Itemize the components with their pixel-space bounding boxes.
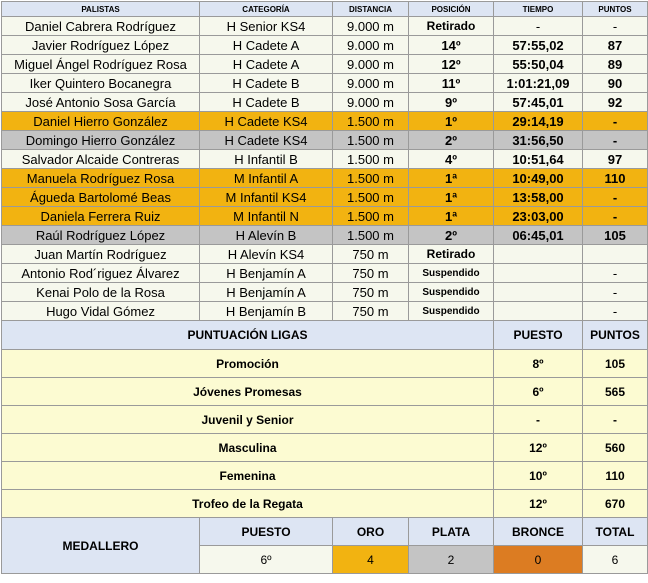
athlete-name: Daniela Ferrera Ruiz — [2, 207, 200, 226]
athlete-category: H Alevín KS4 — [200, 245, 333, 264]
athlete-distance: 1.500 m — [333, 150, 409, 169]
table-row — [2, 302, 648, 321]
athlete-distance: 9.000 m — [333, 17, 409, 36]
athlete-name: José Antonio Sosa García — [2, 93, 200, 112]
athlete-name: Miguel Ángel Rodríguez Rosa — [2, 55, 200, 74]
athlete-distance: 9.000 m — [333, 93, 409, 112]
athlete-points: 89 — [583, 55, 648, 74]
table-row — [2, 264, 648, 283]
league-name: Jóvenes Promesas — [2, 378, 494, 406]
medals-plata-value: 2 — [409, 546, 494, 574]
leagues-title: PUNTUACIÓN LIGAS — [2, 321, 494, 350]
league-name: Promoción — [2, 350, 494, 378]
athlete-position: Retirado — [409, 245, 494, 264]
medals-oro-header: ORO — [333, 518, 409, 546]
league-puesto: 6º — [494, 378, 583, 406]
results-table — [1, 1, 648, 574]
athlete-category: H Cadete KS4 — [200, 131, 333, 150]
athlete-points: - — [583, 302, 648, 321]
athlete-time — [494, 264, 583, 283]
athlete-time: 31:56,50 — [494, 131, 583, 150]
athlete-category: H Benjamín A — [200, 283, 333, 302]
table-row — [2, 283, 648, 302]
leagues-header-row — [2, 321, 648, 350]
league-puntos: 105 — [583, 350, 648, 378]
athlete-points: 90 — [583, 74, 648, 93]
leagues-puesto-header: PUESTO — [494, 321, 583, 350]
athlete-category: M Infantil KS4 — [200, 188, 333, 207]
athlete-name: Javier Rodríguez López — [2, 36, 200, 55]
athlete-time: 06:45,01 — [494, 226, 583, 245]
athlete-name: Hugo Vidal Gómez — [2, 302, 200, 321]
leagues-puntos-header: PUNTOS — [583, 321, 648, 350]
athlete-position: Suspendido — [409, 264, 494, 283]
league-puesto: 12º — [494, 434, 583, 462]
athlete-time: - — [494, 17, 583, 36]
athlete-position: 1ª — [409, 207, 494, 226]
medals-bronce-header: BRONCE — [494, 518, 583, 546]
table-row — [2, 150, 648, 169]
athlete-name: Domingo Hierro González — [2, 131, 200, 150]
table-row — [2, 169, 648, 188]
athlete-points: 97 — [583, 150, 648, 169]
athlete-name: Salvador Alcaide Contreras — [2, 150, 200, 169]
athlete-distance: 750 m — [333, 302, 409, 321]
athlete-distance: 1.500 m — [333, 169, 409, 188]
table-row — [2, 17, 648, 36]
league-row — [2, 434, 648, 462]
league-row — [2, 490, 648, 518]
athlete-time: 29:14,19 — [494, 112, 583, 131]
athlete-category: H Cadete B — [200, 93, 333, 112]
header-categoria: CATEGORÍA — [200, 2, 333, 17]
header-puntos: PUNTOS — [583, 2, 648, 17]
league-puntos: 110 — [583, 462, 648, 490]
athlete-time: 23:03,00 — [494, 207, 583, 226]
athlete-distance: 9.000 m — [333, 55, 409, 74]
league-name: Juvenil y Senior — [2, 406, 494, 434]
table-row — [2, 112, 648, 131]
table-row — [2, 93, 648, 112]
athlete-points: - — [583, 188, 648, 207]
athlete-distance: 1.500 m — [333, 131, 409, 150]
athlete-distance: 750 m — [333, 283, 409, 302]
league-puesto: 12º — [494, 490, 583, 518]
league-puntos: 565 — [583, 378, 648, 406]
athlete-time: 10:51,64 — [494, 150, 583, 169]
league-name: Masculina — [2, 434, 494, 462]
athlete-position: 11º — [409, 74, 494, 93]
athlete-category: H Benjamín A — [200, 264, 333, 283]
header-row — [2, 2, 648, 17]
athlete-position: 4º — [409, 150, 494, 169]
athlete-position: 2º — [409, 226, 494, 245]
league-row — [2, 406, 648, 434]
medals-oro-value: 4 — [333, 546, 409, 574]
athlete-category: H Cadete B — [200, 74, 333, 93]
athlete-category: H Benjamín B — [200, 302, 333, 321]
league-row — [2, 462, 648, 490]
athlete-category: H Senior KS4 — [200, 17, 333, 36]
athlete-name: Raúl Rodríguez López — [2, 226, 200, 245]
medals-bronce-value: 0 — [494, 546, 583, 574]
medallero-label: MEDALLERO — [2, 518, 200, 574]
athlete-position: 14º — [409, 36, 494, 55]
table-row — [2, 245, 648, 264]
league-row — [2, 350, 648, 378]
athlete-position: 1º — [409, 112, 494, 131]
medals-plata-header: PLATA — [409, 518, 494, 546]
athlete-points — [583, 245, 648, 264]
league-puntos: - — [583, 406, 648, 434]
athlete-name: Daniel Cabrera Rodríguez — [2, 17, 200, 36]
table-row — [2, 188, 648, 207]
header-distancia: DISTANCIA — [333, 2, 409, 17]
athlete-name: Kenai Polo de la Rosa — [2, 283, 200, 302]
table-row — [2, 131, 648, 150]
league-name: Trofeo de la Regata — [2, 490, 494, 518]
athlete-name: Águeda Bartolomé Beas — [2, 188, 200, 207]
table-row — [2, 74, 648, 93]
header-tiempo: TIEMPO — [494, 2, 583, 17]
athlete-category: M Infantil N — [200, 207, 333, 226]
athlete-distance: 9.000 m — [333, 74, 409, 93]
athlete-time: 10:49,00 — [494, 169, 583, 188]
athlete-time — [494, 302, 583, 321]
athlete-distance: 1.500 m — [333, 188, 409, 207]
medals-total-header: TOTAL — [583, 518, 648, 546]
athlete-points: - — [583, 283, 648, 302]
athlete-name: Manuela Rodríguez Rosa — [2, 169, 200, 188]
athlete-category: H Infantil B — [200, 150, 333, 169]
athlete-category: H Cadete A — [200, 55, 333, 74]
athlete-time: 55:50,04 — [494, 55, 583, 74]
athlete-category: M Infantil A — [200, 169, 333, 188]
athlete-position: Retirado — [409, 17, 494, 36]
athlete-position: 12º — [409, 55, 494, 74]
athlete-distance: 1.500 m — [333, 226, 409, 245]
athlete-points: 110 — [583, 169, 648, 188]
medals-puesto-value: 6º — [200, 546, 333, 574]
athlete-name: Antonio Rod´riguez Álvarez — [2, 264, 200, 283]
athlete-distance: 9.000 m — [333, 36, 409, 55]
athlete-time — [494, 283, 583, 302]
league-puntos: 560 — [583, 434, 648, 462]
athlete-distance: 1.500 m — [333, 112, 409, 131]
athlete-points: - — [583, 264, 648, 283]
athlete-points: 92 — [583, 93, 648, 112]
table-row — [2, 207, 648, 226]
athlete-name: Daniel Hierro González — [2, 112, 200, 131]
table-row — [2, 226, 648, 245]
league-puesto: - — [494, 406, 583, 434]
athlete-position: 1ª — [409, 188, 494, 207]
medals-puesto-header: PUESTO — [200, 518, 333, 546]
athlete-time — [494, 245, 583, 264]
athlete-points: - — [583, 131, 648, 150]
league-puesto: 8º — [494, 350, 583, 378]
table-row — [2, 36, 648, 55]
athlete-points: 87 — [583, 36, 648, 55]
athlete-category: H Cadete A — [200, 36, 333, 55]
athlete-distance: 750 m — [333, 264, 409, 283]
athlete-name: Iker Quintero Bocanegra — [2, 74, 200, 93]
athlete-position: 9º — [409, 93, 494, 112]
athlete-category: H Cadete KS4 — [200, 112, 333, 131]
athlete-points: - — [583, 17, 648, 36]
league-puntos: 670 — [583, 490, 648, 518]
athlete-time: 57:55,02 — [494, 36, 583, 55]
header-posicion: POSICIÓN — [409, 2, 494, 17]
league-puesto: 10º — [494, 462, 583, 490]
athlete-position: Suspendido — [409, 302, 494, 321]
athlete-name: Juan Martín Rodríguez — [2, 245, 200, 264]
athlete-position: Suspendido — [409, 283, 494, 302]
athlete-points: 105 — [583, 226, 648, 245]
athlete-distance: 1.500 m — [333, 207, 409, 226]
athlete-time: 1:01:21,09 — [494, 74, 583, 93]
athlete-distance: 750 m — [333, 245, 409, 264]
league-name: Femenina — [2, 462, 494, 490]
medals-total-value: 6 — [583, 546, 648, 574]
athlete-time: 57:45,01 — [494, 93, 583, 112]
athlete-points: - — [583, 112, 648, 131]
athlete-position: 1ª — [409, 169, 494, 188]
medals-header-row — [2, 518, 648, 546]
athlete-points: - — [583, 207, 648, 226]
athlete-time: 13:58,00 — [494, 188, 583, 207]
header-palistas: PALISTAS — [2, 2, 200, 17]
athlete-position: 2º — [409, 131, 494, 150]
league-row — [2, 378, 648, 406]
athlete-category: H Alevín B — [200, 226, 333, 245]
table-row — [2, 55, 648, 74]
